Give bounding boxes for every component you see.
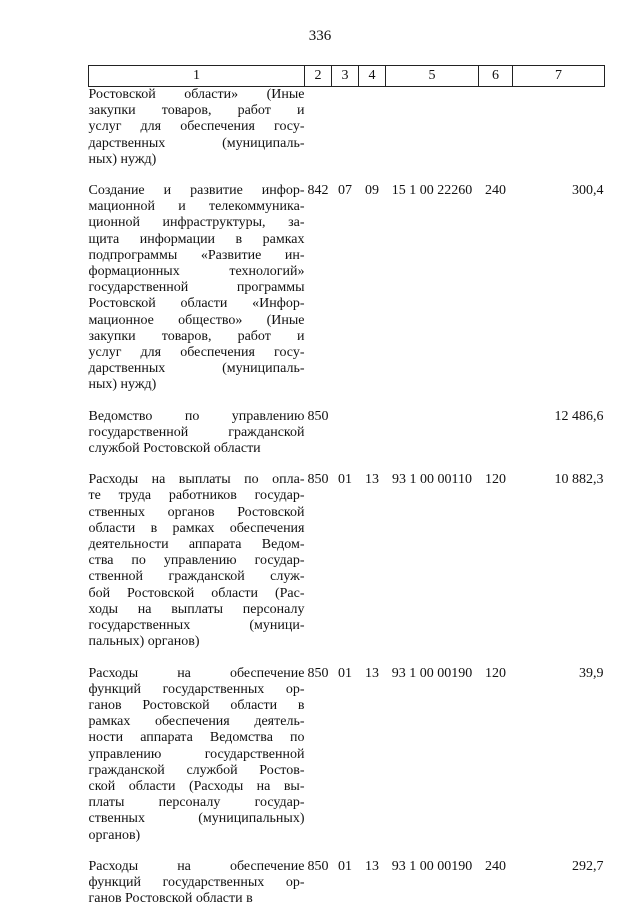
expense-type-cell: 240 — [485, 183, 506, 199]
header-cell: 4 — [359, 66, 386, 87]
description-line: ства по управлению государ- — [88, 553, 305, 569]
description-line: службой Ростовской области — [88, 441, 261, 457]
ministry-code-cell: 850 — [307, 408, 329, 424]
description-line: Расходы на выплаты по опла- — [88, 472, 305, 488]
ministry-code-cell: 842 — [307, 183, 329, 199]
description-line: деятельности аппарата Ведом- — [88, 537, 305, 553]
expense-type-cell — [479, 409, 513, 473]
target-article-cell: 15 1 00 22260 — [391, 183, 473, 199]
description-line: Создание и развитие инфор- — [88, 183, 305, 199]
subsection-code-cell: 13 — [365, 858, 379, 874]
ministry-code-cell: 850 — [307, 858, 329, 874]
section-code-cell — [332, 409, 359, 473]
description-line: гражданской службой Ростов- — [88, 762, 305, 778]
header-cell: 3 — [332, 66, 359, 87]
amount-cell: 300,4 — [572, 183, 604, 199]
amount-cell: 292,7 — [572, 858, 604, 874]
table-row — [89, 183, 605, 409]
description-line: ционной инфраструктуры, за- — [88, 215, 305, 231]
section-code-cell: 07 — [338, 183, 352, 199]
description-line: государственных (муници- — [88, 618, 305, 634]
subsection-code-cell: 13 — [365, 472, 379, 488]
description-line: ных) нужд) — [88, 151, 157, 167]
row-description — [89, 183, 305, 409]
ministry-code-cell: 850 — [307, 472, 329, 488]
row-description — [89, 472, 305, 665]
amount-cell: 10 882,3 — [554, 472, 604, 488]
amount-cell: 39,9 — [579, 665, 604, 681]
description-line: ственных (муниципальных) — [88, 811, 305, 827]
description-line: государственной программы — [88, 280, 305, 296]
subsection-code-cell: 09 — [365, 183, 379, 199]
description-line: дарственных (муниципаль- — [88, 135, 305, 151]
table-row — [89, 666, 605, 859]
header-cell: 5 — [386, 66, 479, 87]
expense-type-cell: 240 — [485, 858, 506, 874]
description-line: услуг для обеспечения госу- — [88, 345, 305, 361]
header-cell: 2 — [305, 66, 332, 87]
description-line: управлению государственной — [88, 746, 305, 762]
target-article-cell: 93 1 00 00190 — [391, 858, 473, 874]
page-number: 336 — [308, 28, 332, 44]
section-code-cell: 01 — [338, 472, 352, 488]
subsection-code-cell — [359, 409, 386, 473]
expense-type-cell — [479, 87, 513, 184]
row-description — [89, 859, 305, 907]
target-article-cell: 93 1 00 00190 — [391, 665, 473, 681]
header-row — [89, 66, 605, 87]
section-code-cell — [332, 87, 359, 184]
ministry-code-cell — [305, 87, 332, 184]
ministry-code-cell: 850 — [307, 665, 329, 681]
description-line: ганов Ростовской области в — [88, 891, 253, 907]
section-code-cell: 01 — [338, 858, 352, 874]
description-line: те труда работников государ- — [88, 488, 305, 504]
expense-type-cell: 120 — [485, 665, 506, 681]
target-article-cell — [386, 409, 479, 473]
description-line: платы персоналу государ- — [88, 795, 305, 811]
description-line: закупки товаров, работ и — [88, 103, 305, 119]
description-line: Расходы на обеспечение — [88, 665, 305, 681]
amount-cell — [513, 87, 605, 184]
description-line: щита информации в рамках — [88, 231, 305, 247]
description-line: бой Ростовской области (Рас- — [88, 585, 305, 601]
description-line: Расходы на обеспечение — [88, 858, 305, 874]
description-line: ственной гражданской служ- — [88, 569, 305, 585]
header-cell: 7 — [513, 66, 605, 87]
subsection-code-cell: 13 — [365, 665, 379, 681]
description-line: функций государственных ор- — [88, 681, 305, 697]
header-cell: 1 — [89, 66, 305, 87]
description-line: ходы на выплаты персоналу — [88, 601, 305, 617]
description-line: дарственных (муниципаль- — [88, 361, 305, 377]
row-description — [89, 409, 305, 473]
subsection-code-cell — [359, 87, 386, 184]
description-line: Ростовской области «Инфор- — [88, 296, 305, 312]
description-line: формационных технологий» — [88, 264, 305, 280]
description-line: ных) нужд) — [88, 377, 157, 393]
description-line: подпрограммы «Развитие ин- — [88, 247, 305, 263]
description-line: Ведомство по управлению — [88, 408, 305, 424]
table-row — [89, 409, 605, 473]
description-line: органов) — [88, 827, 141, 843]
table-row — [89, 472, 605, 665]
description-line: мационное общество» (Иные — [88, 312, 305, 328]
description-line: Ростовской области» (Иные — [88, 87, 305, 102]
table-row — [89, 87, 605, 184]
description-line: функций государственных ор- — [88, 874, 305, 890]
table-row — [89, 859, 605, 907]
description-line: закупки товаров, работ и — [88, 328, 305, 344]
description-line: ственных органов Ростовской — [88, 504, 305, 520]
description-line: области в рамках обеспечения — [88, 520, 305, 536]
target-article-cell — [386, 87, 479, 184]
expense-type-cell: 120 — [485, 472, 506, 488]
description-line: ности аппарата Ведомства по — [88, 730, 305, 746]
section-code-cell: 01 — [338, 665, 352, 681]
target-article-cell: 93 1 00 00110 — [392, 472, 472, 488]
description-line: ганов Ростовской области в — [88, 697, 305, 713]
header-cell: 6 — [479, 66, 513, 87]
row-description — [89, 87, 305, 184]
description-line: государственной гражданской — [88, 424, 305, 440]
description-line: ской области (Расходы на вы- — [88, 778, 305, 794]
budget-table — [88, 65, 605, 907]
amount-cell: 12 486,6 — [554, 408, 604, 424]
description-line: услуг для обеспечения госу- — [88, 119, 305, 135]
row-description — [89, 666, 305, 859]
description-line: рамках обеспечения деятель- — [88, 714, 305, 730]
description-line: пальных) органов) — [88, 634, 200, 650]
description-line: мационной и телекоммуника- — [88, 199, 305, 215]
